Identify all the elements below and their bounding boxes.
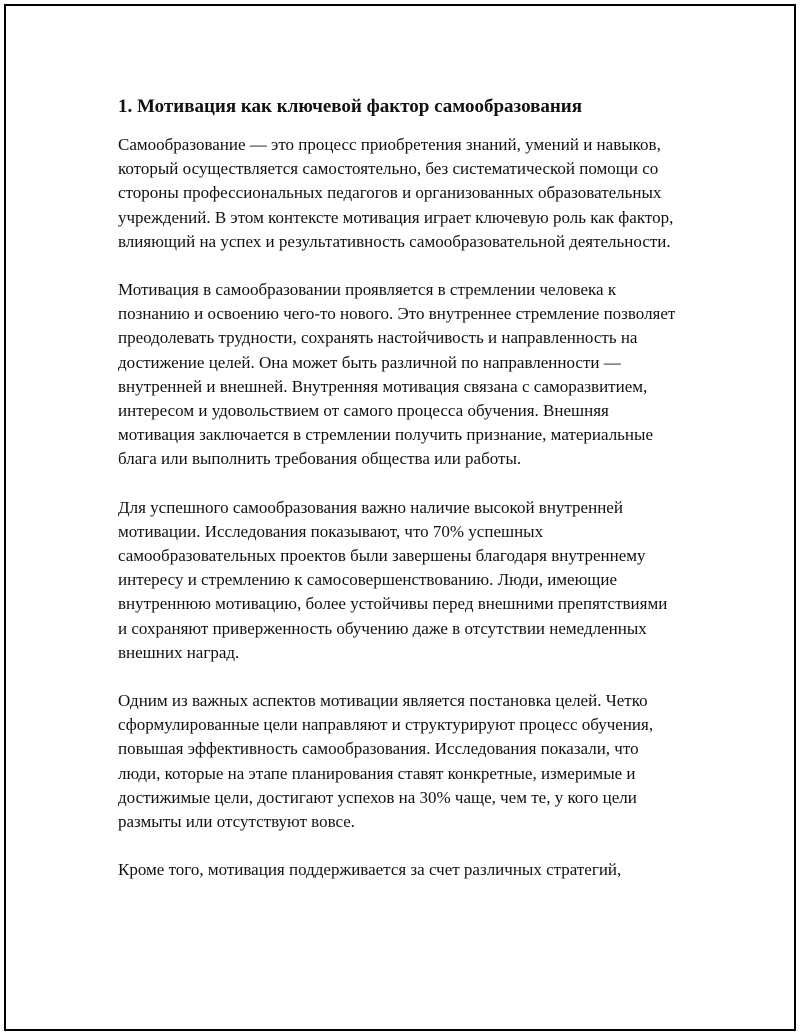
section-heading: 1. Мотивация как ключевой фактор самообразования [118,96,583,117]
paragraph-3: Для успешного самообразования важно наличие высокой внутренней мотивации. Исследования показывают, что 70% успешных самообразовательных проектов были завершены благодаря внутреннему интересу и стремлению к самосовершенствованию. Люди, имеющие внутреннюю мотивацию, более устойчивы перед внешними препятствиями и сохраняют приверженность обучению даже в отсутствии немедленных внешних наград. [118,497,668,662]
paragraph-4: Одним из важных аспектов мотивации является постановка целей. Четко сформулированные цели направляют и структурируют процесс обучения, повышая эффективность самообразования. Исследования показали, что люди, которые на этапе планирования ставят конкретные, измеримые и достижимые цели, достигают успехов на 30% чаще, чем те, у кого цели размыты или отсутствуют вовсе. [118,691,654,832]
document-body [118,94,678,906]
paragraph-1: Самообразование — это процесс приобретения знаний, умений и навыков, который осуществляется самостоятельно, без систематической помощи со стороны профессиональных педагогов и организованных образовательных учреждений. В этом контексте мотивация играет ключевую роль как фактор, влияющий на успех и результативность самообразовательной деятельности. [118,135,674,251]
paragraph-5: Кроме того, мотивация поддерживается за счет различных стратегий, [118,860,622,880]
paragraph-2: Мотивация в самообразовании проявляется в стремлении человека к познанию и освоению чего-то нового. Это внутреннее стремление позволяет преодолевать трудности, сохранять настойчивость и направленность на достижение целей. Она может быть различной по направленности — внутренней и внешней. Внутренняя мотивация связана с саморазвитием, интересом и удовольствием от самого процесса обучения. Внешняя мотивация заключается в стремлении получить признание, материальные блага или выполнить требования общества или работы. [118,280,676,469]
